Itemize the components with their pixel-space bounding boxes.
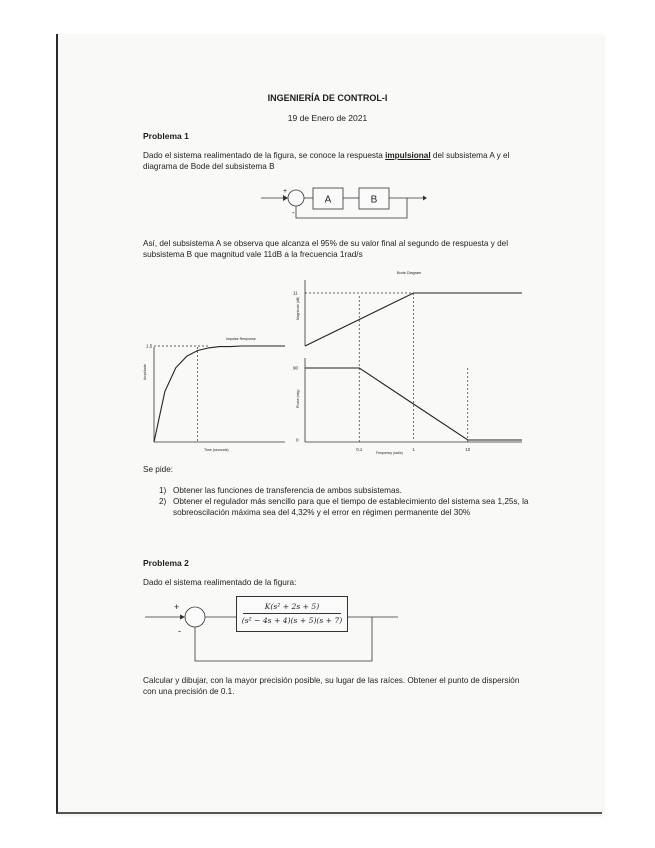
requests-list: [159, 485, 531, 518]
fraction-bar: [243, 613, 341, 614]
problem1-intro: Dado el sistema realimentado de la figura, se conoce la respuesta impulsional del subsistema A y el diagrama de Bode del subsistema B: [143, 151, 510, 171]
impulse-response-chart: [143, 337, 285, 452]
request-item-1: 1) Obtener las funciones de transferencia de ambos subsistemas.: [159, 486, 402, 495]
sum-plus-sign: +: [283, 188, 288, 195]
bode-mag-ylabel: Magnitude (dB): [296, 296, 300, 320]
block-b-label: B: [370, 194, 378, 206]
tf-numerator: K(s² + 2s + 5): [264, 602, 320, 611]
impulse-ylabel: Amplitude: [143, 364, 147, 380]
bode-xtick-0-1: 0,1: [356, 447, 363, 452]
problem2-task: Calcular y dibujar, con la mayor precisión posible, su lugar de las raíces. Obtener el punto de dispersión con una precisión de 0.1.: [143, 676, 520, 696]
mag-11db-label: 11: [293, 290, 298, 296]
phase-90-label: 90: [293, 365, 299, 371]
bode-diagram-chart: [293, 271, 522, 455]
impulse-curve: [154, 346, 285, 442]
impulse-title: Impulse Response: [226, 337, 256, 341]
input-arrow: [283, 195, 288, 201]
impulse-xlabel: Time (seconds): [204, 448, 229, 452]
block-a-label: A: [324, 194, 332, 206]
emphasis-impulsional: impulsional: [385, 151, 431, 160]
phase-0-label: 0: [296, 437, 299, 443]
sum-minus-sign: -: [292, 208, 295, 217]
problem1-heading: Problema 1: [143, 131, 189, 141]
tf-denominator: (s² − 4s + 4)(s + 5)(s + 7): [241, 616, 343, 625]
bode-title: Bode Diagram: [397, 271, 422, 275]
bode-xtick-10: 10: [465, 447, 471, 452]
request-item-2: 2) Obtener el regulador más sencillo para que el tiempo de establecimiento del sistema sea 1,25s, la sobreoscilación máxima sea del 4,32% y el error en régimen permanente del 30%: [159, 497, 529, 517]
transfer-function-block: [236, 596, 348, 632]
sum-minus-sign: -: [178, 626, 181, 636]
problem1-observation: Así, del subsistema A se observa que alcanza el 95% de su valor final al segundo de respuesta y del subsistema B que magnitud vale 11dB a la frecuencia 1rad/s: [143, 239, 509, 259]
final-value-label: 1,5: [146, 343, 153, 349]
summing-junction: [288, 190, 304, 206]
document-title: INGENIERÍA DE CONTROL-I: [267, 93, 388, 103]
bode-xtick-1: 1: [412, 447, 415, 452]
summing-junction: [185, 607, 205, 627]
block-diagram-ab: [255, 183, 435, 223]
problem2-intro: Dado el sistema realimentado de la figura:: [143, 578, 297, 587]
bode-xlabel: Frequency (rad/s): [376, 451, 403, 455]
problem1-plots: [140, 268, 530, 460]
requests-heading: Se pide:: [143, 465, 174, 474]
bode-phase-ylabel: Phase (deg): [296, 389, 300, 408]
document-date: 19 de Enero de 2021: [287, 113, 368, 123]
problem2-heading: Problema 2: [143, 558, 189, 568]
sum-plus-sign: +: [174, 602, 180, 612]
